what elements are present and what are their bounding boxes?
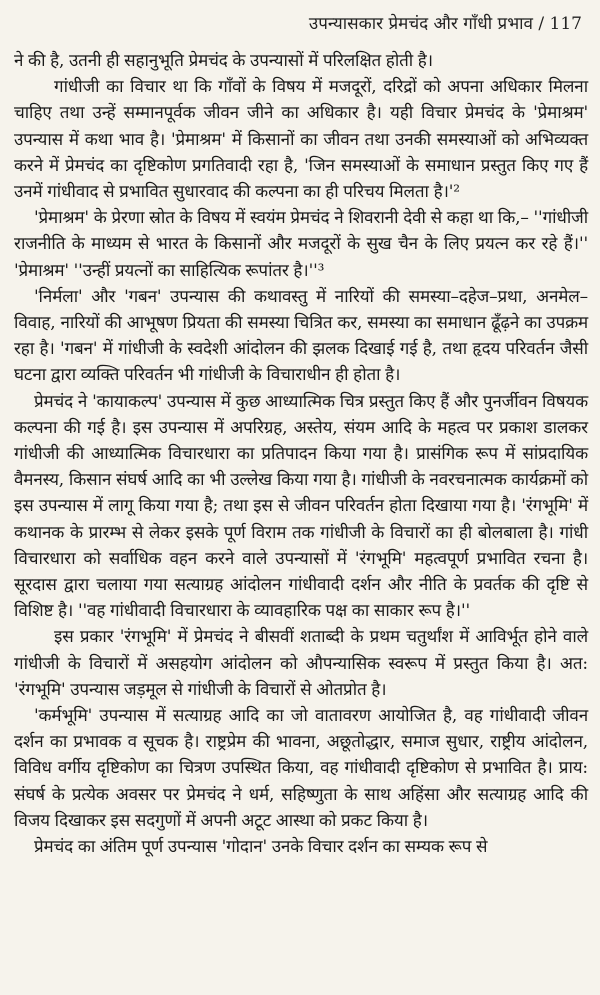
paragraph: ने की है, उतनी ही सहानुभूति प्रेमचंद के उपन्यासों में परिलक्षित होती है। [14, 51, 433, 71]
paragraph: 'प्रेमाश्रम' के प्रेरणा स्रोत के विषय में स्वयंम प्रेमचंद ने शिवरानी देवी से कहा था कि,– ''गांधीजी राजनीति के माध्यम से भारत के किसानों और मजदूरों के सुख चैन के लिए प्रयत्न कर रहे हैं।'' 'प्रेमाश्रम' ''उन्हीं प्रयत्नों का साहित्यिक रूपांतर है।''³ [14, 208, 588, 281]
paragraph: प्रेमचंद ने 'कायाकल्प' उपन्यास में कुछ आध्यात्मिक चित्र प्रस्तुत किए हैं और पुनर्जीवन विषयक कल्पना की गई है। इस उपन्यास में अपरिग्रह, अस्तेय, संयम आदि के महत्व पर प्रकाश डालकर गांधीजी की आध्यात्मिक विचारधारा का प्रतिपादन किया गया है। प्रासंगिक रूप में सांप्रदायिक वैमनस्य, किसान संघर्ष आदि का भी उल्लेख किया गया है। गांधीजी के नवरचनात्मक कार्यक्रमों को इस उपन्यास में लागू किया गया है; तथा इस से जीवन परिवर्तन होता दिखाया गया है। 'रंगभूमि' में कथानक के प्रारम्भ से लेकर इसके पूर्ण विराम तक गांधीजी के विचारों का ही बोलबाला है। गांधी विचारधारा को सर्वाधिक वहन करने वाले उपन्यासों में 'रंगभूमि' महत्वपूर्ण प्रभावित रचना है। सूरदास द्वारा चलाया गया सत्याग्रह आंदोलन गांधीवादी दर्शन और नीति के प्रवर्तक की दृष्टि से विशिष्ट है। ''वह गांधीवादी विचारधारा के व्यावहारिक पक्ष का साकार रूप है।'' [14, 391, 588, 622]
paragraph: गांधीजी का विचार था कि गाँवों के विषय में मजदूरों, दरिद्रों को अपना अधिकार मिलना चाहिए तथा उन्हें सम्मानपूर्वक जीवन जीने का अधिकार है। यही विचार प्रेमचंद के 'प्रेमाश्रम' उपन्यास में कथा भाव है। 'प्रेमाश्रम' में किसानों का जीवन तथा उनकी समस्याओं को अभिव्यक्त करने में प्रेमचंद का दृष्टिकोण प्रगतिवादी रहा है, 'जिन समस्याओं के समाधान प्रस्तुत किए गए हैं उनमें गांधीवाद से प्रभावित सुधारवाद की कल्पना का ही परिचय मिलता है।'² [14, 77, 588, 203]
paragraph: प्रेमचंद का अंतिम पूर्ण उपन्यास 'गोदान' उनके विचार दर्शन का सम्यक रूप से [34, 837, 488, 858]
body-text [14, 48, 588, 860]
paragraph: 'निर्मला' और 'गबन' उपन्यास की कथावस्तु में नारियों की समस्या–दहेज–प्रथा, अनमेल–विवाह, नारियों की आभूषण प्रियता की समस्या चित्रित कर, समस्या का समाधान ढूँढ़ने का उपक्रम रहा है। 'गबन' में गांधीजी के स्वदेशी आंदोलन की झलक दिखाई गई है, तथा हृदय परिवर्तन जैसी घटना द्वारा व्यक्ति परिवर्तन भी गांधीजी के विचाराधीन ही होता है। [14, 286, 588, 386]
paragraph: 'कर्मभूमि' उपन्यास में सत्याग्रह आदि का जो वातावरण आयोजित है, वह गांधीवादी जीवन दर्शन का प्रभावक व सूचक है। राष्ट्रप्रेम की भावना, अछूतोद्धार, समाज सुधार, राष्ट्रीय आंदोलन, विविध वर्गीय दृष्टिकोण का चित्रण उपस्थित किया, वह गांधीवादी दृष्टिकोण से प्रभावित है। प्राय: संघर्ष के प्रत्येक अवसर पर प्रेमचंद ने धर्म, सहिष्णुता के साथ अहिंसा और सत्याग्रह आदि की विजय दिखाकर इस सदगुणों में अपनी अटूट आस्था को प्रकट किया है। [14, 706, 588, 831]
running-head: उपन्यासकार प्रेमचंद और गाँधी प्रभाव / 117 [308, 14, 582, 34]
paragraph: इस प्रकार 'रंगभूमि' में प्रेमचंद ने बीसवीं शताब्दी के प्रथम चतुर्थांश में आविर्भूत होने वाले गांधीजी के विचारों में असहयोग आंदोलन को औपन्यासिक स्वरूप में प्रस्तुत किया है। अत: 'रंगभूमि' उपन्यास जड़मूल से गांधीजी के विचारों से ओतप्रोत है। [14, 627, 588, 700]
